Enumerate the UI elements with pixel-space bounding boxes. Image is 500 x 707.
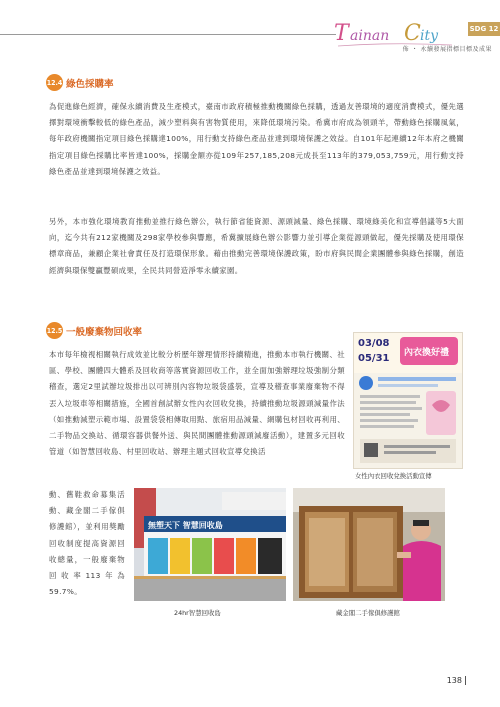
svg-text:ainan: ainan — [350, 28, 390, 44]
header-rule — [0, 34, 336, 35]
section-badge: 12.4 — [46, 74, 63, 91]
furniture-caption: 藏金閣二手傢俱修護館 — [336, 609, 400, 617]
svg-text:C: C — [404, 21, 421, 46]
furniture-graphic — [293, 488, 445, 601]
svg-text:T: T — [334, 21, 349, 46]
lingerie-recycling-poster — [353, 332, 463, 469]
section-12-4-heading — [46, 74, 114, 91]
poster-date-2: 05/31 — [358, 353, 390, 364]
kiosk-caption: 24hr智慧回收島 — [174, 609, 221, 617]
green-procurement-paragraph-1: 為促進綠色經濟，確保永續消費及生產模式，臺南市政府積極推動機關綠色採購，透過友善環境的適度消費模式，優先選擇對環境衝擊較低的綠色產品，減少塑料與有害物質使用，來降低環境污染。希冀市府成為領頭羊，帶動綠色採購風氣，每年政府機關指定項目綠色採購達100%，用行動支持綠色產品並達到環境保護之效益。自101年起連續12年本府之機關指定項目綠色採購比率皆達100%，採購金額亦從109年257,185,208元成長至113年的379,053,759元，用行動支持綠色產品並達到環境保護之效益。 — [49, 102, 464, 176]
poster-caption: 女性內衣回收兌換活動宣傳 — [355, 472, 432, 480]
smart-recycling-kiosk-photo — [134, 488, 286, 601]
section-12-5-heading — [46, 322, 142, 339]
svg-text:ity: ity — [420, 28, 439, 44]
kiosk-sign: 無塑天下 智慧回收島 — [148, 521, 223, 530]
poster-graphic — [354, 333, 462, 468]
section-badge: 12.5 — [46, 322, 63, 339]
green-procurement-paragraph-2: 另外，本市強化環境教育推動並推行綠色辦公，執行節省能資源、源頭減量、綠色採購、環境綠美化和宣導倡議等5大面向，迄今共有212家機關及298家學校參與響應，希冀擴展綠色辦公影響力並引導企業從源頭做起，優先採購及使用環保標章商品，兼顧企業社會責任及打造環保形象。藉由推動完善環境保護政策，盼市府與民間企業團體參與綠色採購，創造經濟與環保雙贏豐碩成果，全民共同營造淨零永續家園。 — [49, 217, 464, 275]
recycling-paragraph-lower: 動、舊鞋救命募集活動、藏金閣二手傢俱修護館），並利用獎勵回收制度提高資源回收總量，一般廢棄物回收率113年為59.7%。 — [49, 490, 125, 597]
header-subtitle: 佈 ・ 永續發展指標目標及成果 — [402, 46, 492, 53]
sdg-badge: SDG 12 — [468, 22, 500, 36]
page-number-text: 138 — [446, 676, 462, 685]
poster-date-1: 03/08 — [358, 338, 390, 349]
section-title: 綠色採購率 — [66, 78, 114, 90]
page-number — [447, 676, 466, 685]
page-number-divider — [465, 676, 466, 685]
furniture-repair-photo — [293, 488, 445, 601]
kiosk-graphic — [134, 488, 286, 601]
recycling-paragraph-upper: 本市每年檢視相關執行成效並比較分析歷年辦理情形持續精進，推動本市執行機關、社區、學校、團體四大體系及回收商等落實資源回收工作，並全面加強辦理垃圾強制分類稽查，選定2里試辦垃圾排出以可辨別內容物垃圾袋盛裝，宣導及稽查事業廢棄物不得丟入垃圾車等相關措施，全國首創試辦女性內衣回收兌換，持續推動垃圾源頭減量作法（如推動減塑示範市場、設置袋袋相傳取用點、旅宿用品減量、網購包材回收再利用、二手物品交換站、循環容器供餐外送、與民間團體推動源頭減廢活動），建置多元回收管道（如智慧回收島、村里回收站、辦理主題式回收宣導兌換活 — [49, 350, 345, 457]
poster-headline: 內衣換好禮 — [404, 348, 450, 358]
section-title: 一般廢棄物回收率 — [66, 326, 143, 338]
